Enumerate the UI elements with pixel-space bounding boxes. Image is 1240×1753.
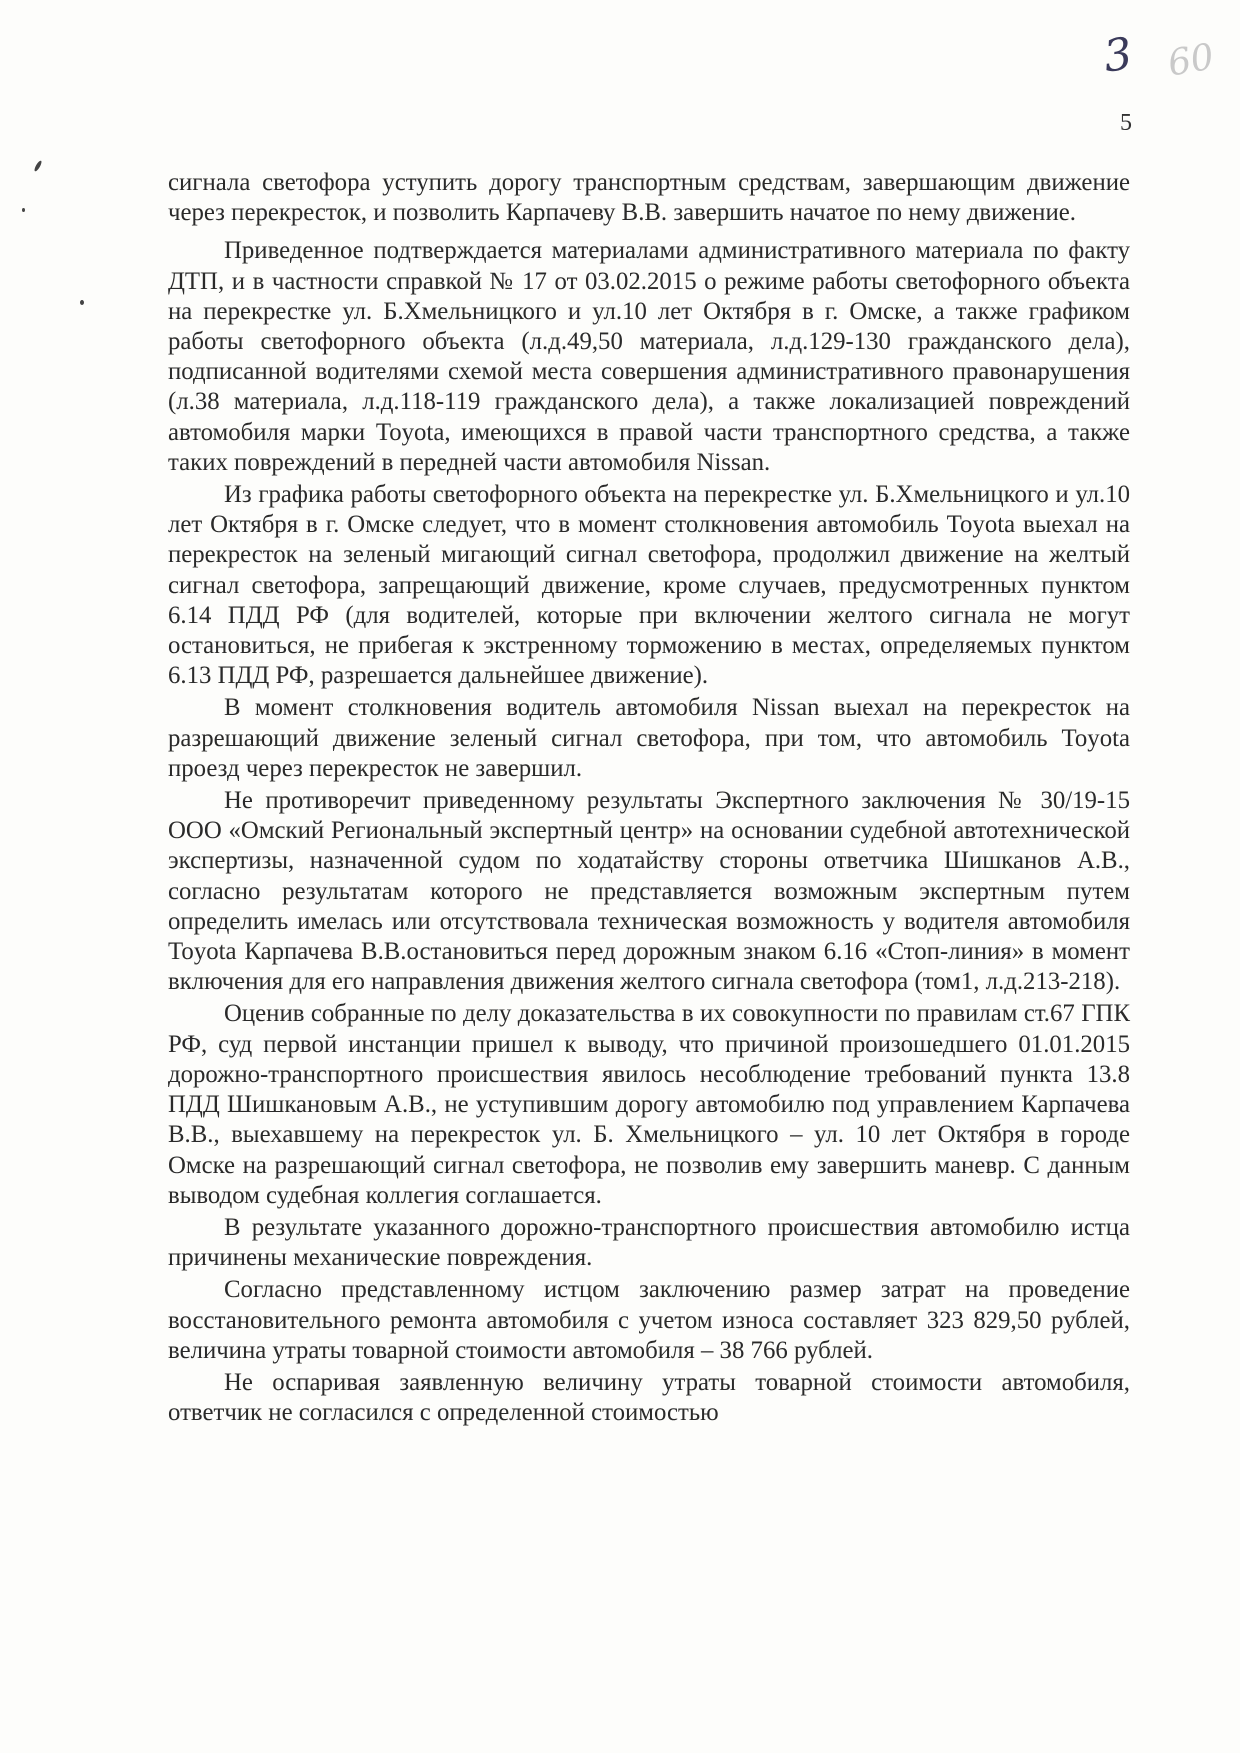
paragraph: Согласно представленному истцом заключению размер затрат на проведение восстановительного ремонта автомобиля с учетом износа составляет 323 829,50 рублей, величина утраты товарной стоимости автомобиля – 38 766 рублей. [168, 1276, 1130, 1364]
paragraph: В результате указанного дорожно-транспортного происшествия автомобилю истца причинены механические повреждения. [168, 1213, 1130, 1272]
paragraph: Не оспаривая заявленную величину утраты товарной стоимости автомобиля, ответчик не согласился с определенной стоимостью [168, 1368, 1130, 1427]
margin-speck [33, 160, 42, 172]
document-body [168, 168, 1130, 1430]
page-number: 5 [1120, 110, 1132, 136]
handwritten-folio-number: 3 [1100, 28, 1136, 83]
paragraph: Из графика работы светофорного объекта на перекрестке ул. Б.Хмельницкого и ул.10 лет Октября в г. Омске следует, что в момент столкновения автомобиль Toyota выехал на перекресток на зеленый мигающий сигнал светофора, продолжил движение на желтый сигнал светофора, запрещающий движение, кроме случаев, предусмотренных пунктом 6.14 ПДД РФ (для водителей, которые при включении желтого сигнала не могут остановиться, не прибегая к экстренному торможению в местах, определяемых пунктом 6.13 ПДД РФ, разрешается дальнейшее движение). [168, 481, 1130, 690]
handwritten-faint-number: 60 [1164, 36, 1218, 85]
paragraph: сигнала светофора уступить дорогу транспортным средствам, завершающим движение через перекресток, и позволить Карпачеву В.В. завершить начатое по нему движение. [168, 169, 1130, 227]
paragraph: Оценив собранные по делу доказательства в их совокупности по правилам ст.67 ГПК РФ, суд первой инстанции пришел к выводу, что причиной произошедшего 01.01.2015 дорожно-транспортного происшествия явилось несоблюдение требований пункта 13.8 ПДД Шишкановым А.В., не уступившим дорогу автомобилю под управлением Карпачева В.В., выехавшему на перекресток ул. Б. Хмельницкого – ул. 10 лет Октября в городе Омске на разрешающий сигнал светофора, не позволив ему завершить маневр. С данным выводом судебная коллегия соглашается. [168, 1000, 1130, 1209]
paragraph: В момент столкновения водитель автомобиля Nissan выехал на перекресток на разрешающий движение зеленый сигнал светофора, при том, что автомобиль Toyota проезд через перекресток не завершил. [168, 694, 1130, 782]
margin-speck [22, 208, 25, 212]
paragraph: Приведенное подтверждается материалами административного материала по факту ДТП, и в частности справкой № 17 от 03.02.2015 о режиме работы светофорного объекта на перекрестке ул. Б.Хмельницкого и ул.10 лет Октября в г. Омске, а также графиком работы светофорного объекта (л.д.49,50 материала, л.д.129-130 гражданского дела), подписанной водителями схемой места совершения административного правонарушения (л.38 материала, л.д.118-119 гражданского дела), а также локализацией повреждений автомобиля марки Toyota, имеющихся в правой части транспортного средства, а также таких повреждений в передней части автомобиля Nissan. [168, 237, 1130, 476]
margin-speck [80, 300, 84, 305]
paragraph: Не противоречит приведенному результаты Экспертного заключения № 30/19-15 ООО «Омский Региональный экспертный центр» на основании судебной автотехнической экспертизы, назначенной судом по ходатайству стороны ответчика Шишканов А.В., согласно результатам которого не представляется возможным экспертным путем определить имелась или отсутствовала техническая возможность у водителя автомобиля Toyota Карпачева В.В.остановиться перед дорожным знаком 6.16 «Стоп-линия» в момент включения для его направления движения желтого сигнала светофора (том1, л.д.213-218). [168, 787, 1130, 996]
